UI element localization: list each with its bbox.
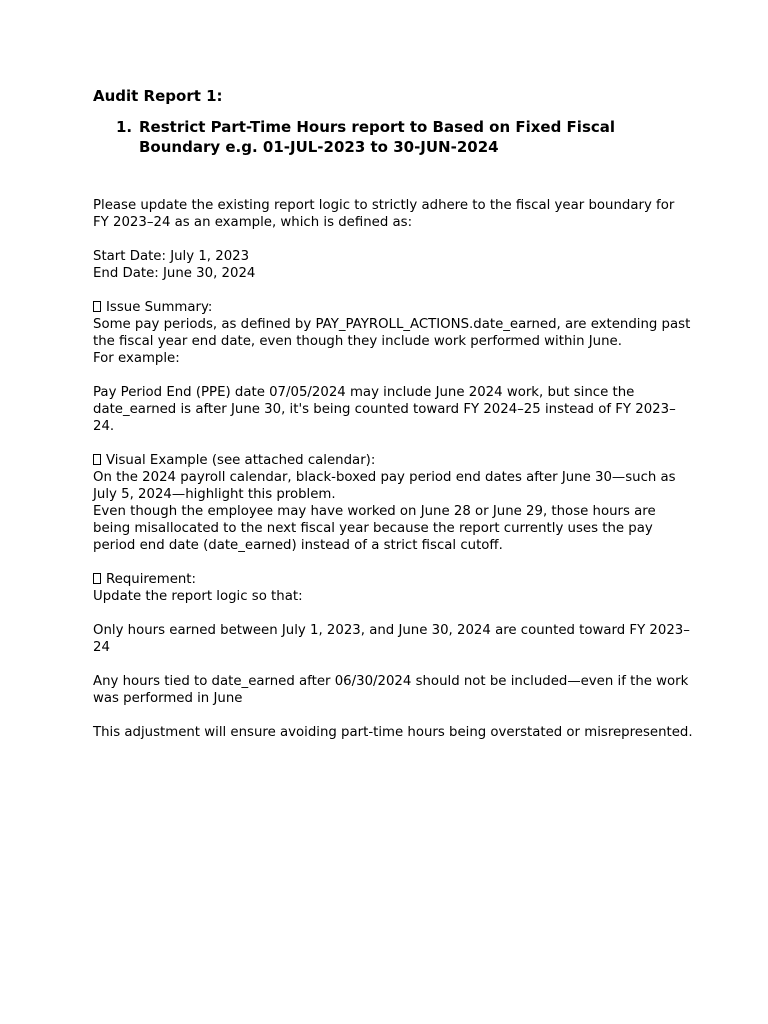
visual-example-title-line (93, 452, 693, 469)
numbered-list-item (116, 117, 693, 157)
visual-example-line-1: On the 2024 payroll calendar, black-boxed pay period end dates after June 30—such as July 5, 2024—highlight this problem. (93, 470, 676, 502)
rule-2-paragraph: Any hours tied to date_earned after 06/30/2024 should not be included—even if the work was performed in June (93, 674, 689, 706)
missing-glyph-icon (93, 573, 101, 584)
issue-summary-section (93, 299, 693, 367)
requirement-title-line (93, 571, 693, 588)
issue-summary-title-line (93, 299, 693, 316)
requirement-body: Update the report logic so that: (93, 589, 303, 604)
ppe-example-paragraph: Pay Period End (PPE) date 07/05/2024 may include June 2024 work, but since the date_earned is after June 30, it's being counted toward FY 2024–25 instead of FY 2023–24. (93, 385, 676, 434)
visual-example-title: Visual Example (see attached calendar): (106, 453, 376, 468)
document-content (93, 86, 693, 741)
issue-summary-body: Some pay periods, as defined by PAY_PAYROLL_ACTIONS.date_earned, are extending past the fiscal year end date, even though they include work performed within June. (93, 317, 691, 349)
fiscal-dates-block (93, 248, 693, 282)
visual-example-line-2: Even though the employee may have worked on June 28 or June 29, those hours are being misallocated to the next fiscal year because the report currently uses the pay period end date (date_earned) instead of a strict fiscal cutoff. (93, 504, 656, 553)
report-heading: Audit Report 1: (93, 87, 223, 105)
for-example-line: For example: (93, 351, 180, 366)
missing-glyph-icon (93, 301, 101, 312)
missing-glyph-icon (93, 454, 101, 465)
intro-paragraph: Please update the existing report logic to strictly adhere to the fiscal year boundary for FY 2023–24 as an example, which is defined as: (93, 198, 675, 230)
issue-summary-title: Issue Summary: (106, 300, 213, 315)
closing-paragraph: This adjustment will ensure avoiding part-time hours being overstated or misrepresented. (93, 725, 693, 740)
list-number: 1. (116, 118, 133, 136)
start-date-line: Start Date: July 1, 2023 (93, 249, 250, 264)
rule-1-paragraph: Only hours earned between July 1, 2023, and June 30, 2024 are counted toward FY 2023–24 (93, 623, 690, 655)
requirement-section (93, 571, 693, 605)
end-date-line: End Date: June 30, 2024 (93, 266, 256, 281)
list-item-text: Restrict Part-Time Hours report to Based on Fixed Fiscal Boundary e.g. 01-JUL-2023 to 30-JUN-2024 (139, 118, 616, 156)
requirement-title: Requirement: (106, 572, 196, 587)
visual-example-section (93, 452, 693, 554)
